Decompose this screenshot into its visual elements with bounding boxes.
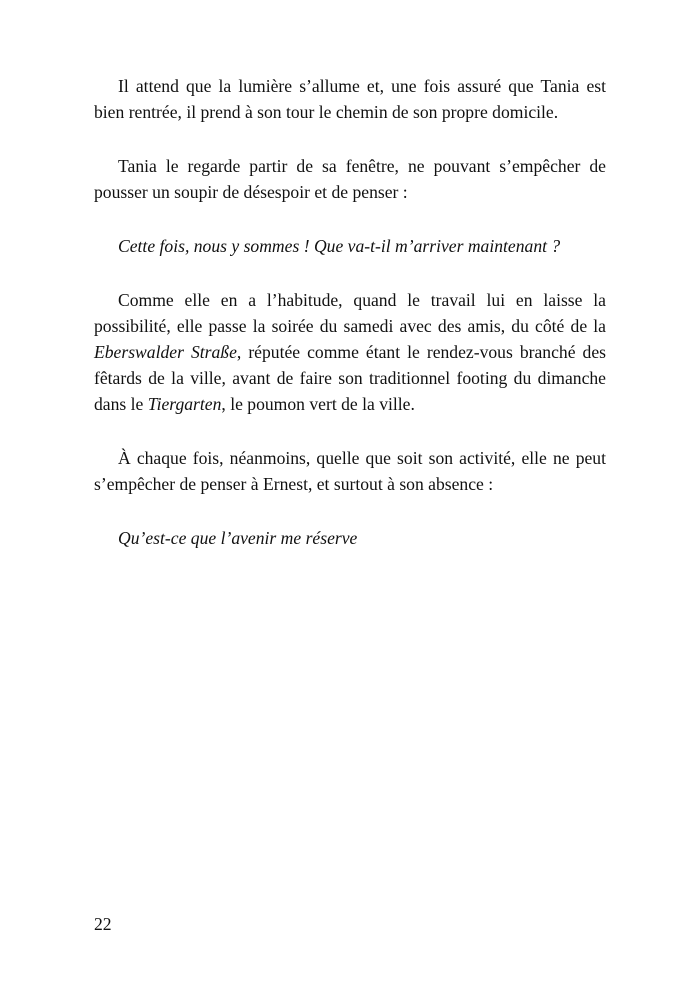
inner-thought-2: Qu’est-ce que l’avenir me réserve	[118, 528, 358, 548]
paragraph-2: Tania le regarde partir de sa fenêtre, ne pouvant s’empêcher de pousser un soupir de désespoir et de penser :	[94, 156, 606, 202]
page-body	[94, 73, 606, 577]
inner-thought-1: Cette fois, nous y sommes ! Que va-t-il m’arriver maintenant ?	[118, 236, 561, 256]
park-name: Tiergarten	[147, 394, 222, 414]
paragraph-4-text-1: Comme elle en a l’habitude, quand le travail lui en laisse la possibilité, elle passe la soirée du samedi avec des amis, du côté de la	[94, 290, 606, 336]
paragraph-4	[94, 287, 606, 417]
paragraph-1: Il attend que la lumière s’allume et, une fois assuré que Tania est bien rentrée, il prend à son tour le chemin de son propre domicile.	[94, 76, 606, 122]
paragraph-5: À chaque fois, néanmoins, quelle que soit son activité, elle ne peut s’empêcher de penser à Ernest, et surtout à son absence :	[94, 448, 606, 494]
page-number: 22	[94, 914, 112, 934]
paragraph-4-text-2: , réputée comme étant le rendez-vous branché des fêtards de la ville, avant de faire son traditionnel footing du dimanche dans le	[94, 342, 606, 414]
street-name: Eberswalder Straße	[94, 342, 237, 362]
paragraph-4-text-3: , le poumon vert de la ville.	[221, 394, 415, 414]
